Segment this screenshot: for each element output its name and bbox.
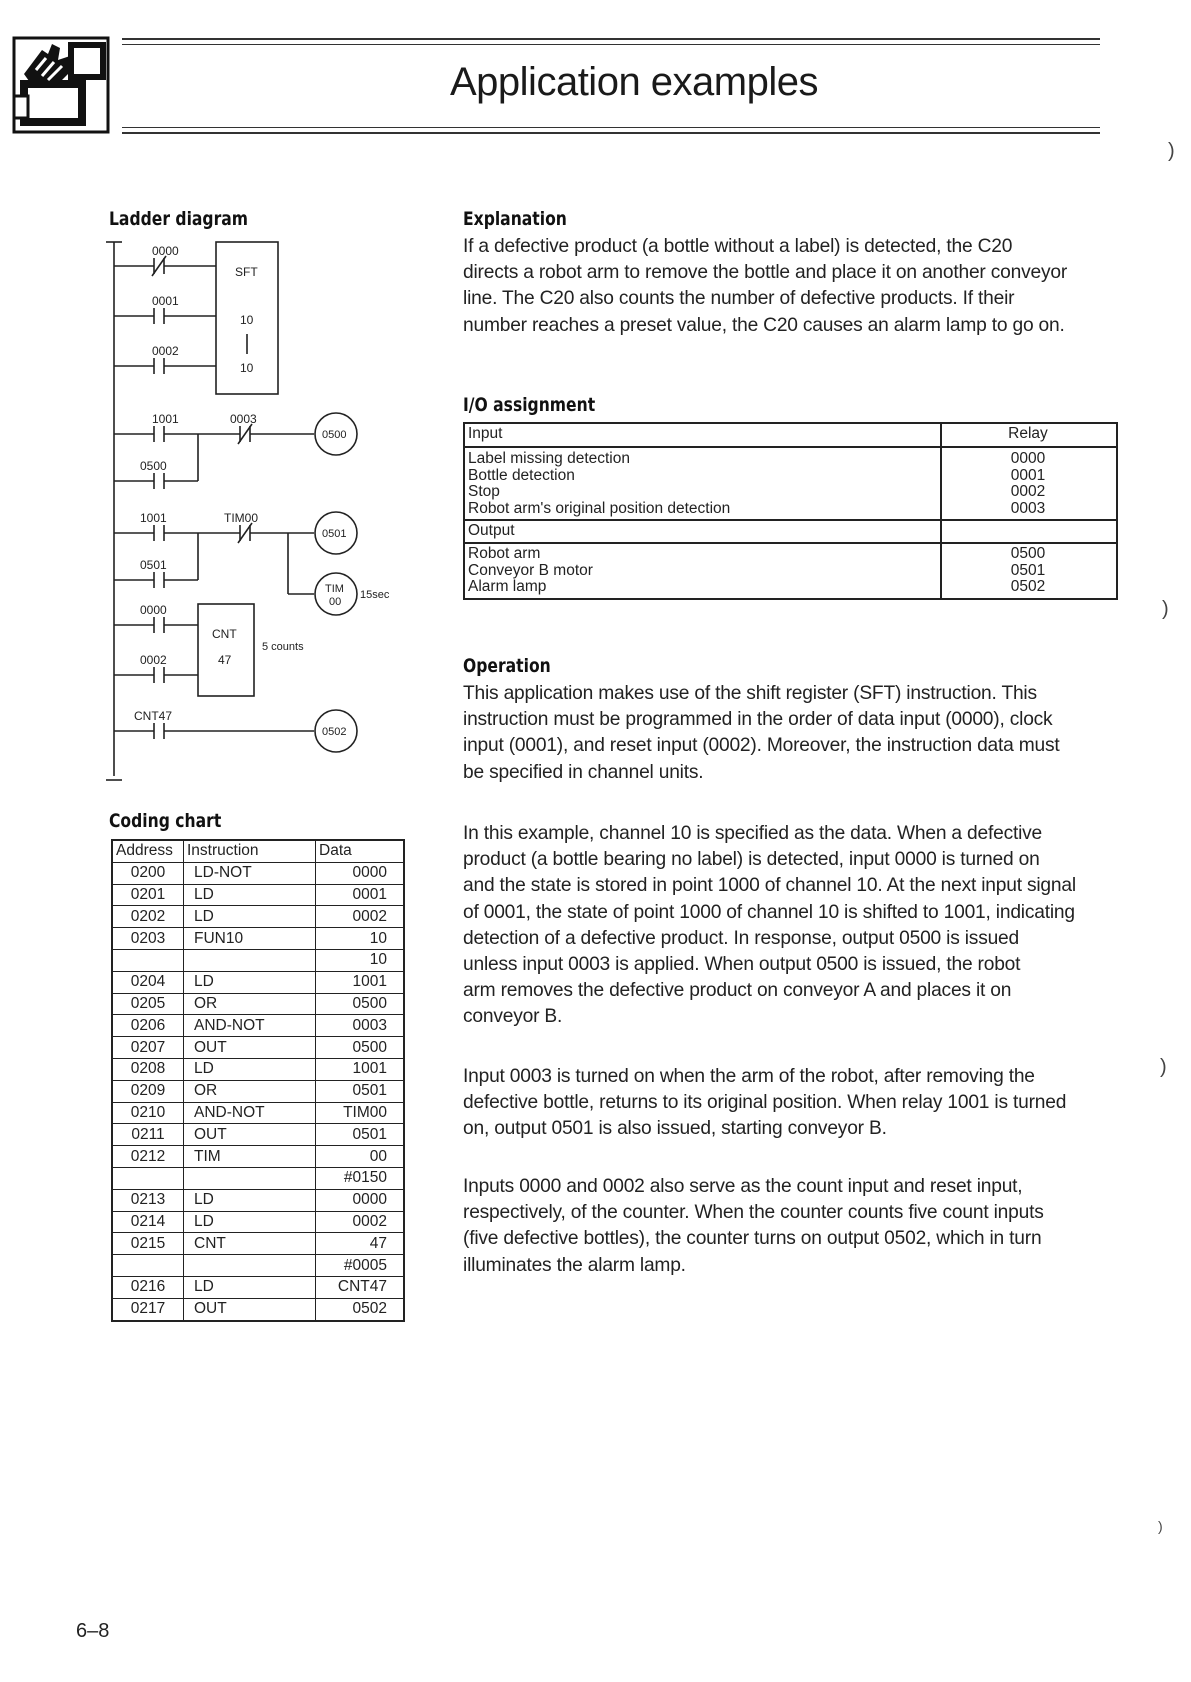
- input-relay-list: [940, 451, 1116, 517]
- table-row: [112, 884, 404, 906]
- contact-label: CNT47: [134, 709, 173, 723]
- address-cell: 0200: [112, 862, 184, 884]
- text-line: of 0001, the state of point 1000 of channel 10 is shifted to 1001, indicating: [463, 901, 1075, 923]
- text-line: If a defective product (a bottle without a label) is detected, the C20: [463, 236, 1013, 257]
- contact-label: TIM00: [224, 511, 259, 525]
- hand-pressing-switch-icon: [12, 36, 112, 136]
- coil-label: 0502: [322, 726, 347, 738]
- address-cell: 0211: [112, 1124, 184, 1146]
- instruction-cell: TIM: [184, 1146, 316, 1168]
- ladder-diagram: [100, 236, 440, 796]
- table-row: [112, 1124, 404, 1146]
- operation-paragraph-1: [463, 681, 1060, 786]
- data-cell: #0150: [316, 1167, 405, 1189]
- data-cell: 0002: [316, 906, 405, 928]
- input-item: Robot arm's original position detection: [468, 499, 731, 517]
- text-line: Inputs 0000 and 0002 also serve as the count input and reset input,: [463, 1176, 1023, 1197]
- table-row: [112, 971, 404, 993]
- cnt-number: 47: [218, 653, 232, 667]
- address-cell: 0209: [112, 1080, 184, 1102]
- contact-label: 1001: [152, 412, 179, 426]
- instruction-cell: OR: [184, 1080, 316, 1102]
- data-cell: 0500: [316, 993, 405, 1015]
- instruction-cell: [184, 949, 316, 971]
- column-header: Relay: [1008, 425, 1048, 442]
- margin-mark: ): [1160, 1056, 1167, 1078]
- output-item: Robot arm: [468, 545, 541, 562]
- input-list: [468, 451, 730, 517]
- instruction-cell: [184, 1167, 316, 1189]
- address-cell: 0201: [112, 884, 184, 906]
- address-cell: 0215: [112, 1233, 184, 1255]
- table-row: [112, 1015, 404, 1037]
- table-header-row: [112, 840, 404, 862]
- address-cell: [112, 949, 184, 971]
- text-line: respectively, of the counter. When the counter counts five count inputs: [463, 1202, 1044, 1224]
- text-line: Input 0003 is turned on when the arm of the robot, after removing the: [463, 1066, 1035, 1087]
- timer-label: TIM: [325, 583, 344, 595]
- table-row: [112, 1080, 404, 1102]
- coding-chart-heading: Coding chart: [109, 810, 222, 832]
- text-line: (five defective bottles), the counter turns on output 0502, which in turn: [463, 1228, 1042, 1250]
- table-row: [112, 1233, 404, 1255]
- instruction-cell: AND-NOT: [184, 1015, 316, 1037]
- table-row: [112, 1102, 404, 1124]
- data-cell: 1001: [316, 1058, 405, 1080]
- contact-label: 0501: [140, 558, 167, 572]
- input-item: Stop: [468, 483, 500, 500]
- header-rule-bottom: [122, 132, 1100, 134]
- explanation-text: [463, 234, 1067, 339]
- relay-value: 0000: [1010, 450, 1046, 467]
- coding-chart-table: [111, 839, 405, 1322]
- data-cell: 0001: [316, 884, 405, 906]
- cnt-block: [198, 604, 254, 696]
- data-cell: #0005: [316, 1255, 405, 1277]
- instruction-cell: OUT: [184, 1037, 316, 1059]
- table-row: [112, 1298, 404, 1320]
- cnt-note: 5 counts: [262, 641, 304, 653]
- margin-mark: ): [1168, 140, 1175, 162]
- data-cell: 0000: [316, 1189, 405, 1211]
- address-cell: 0204: [112, 971, 184, 993]
- address-cell: 0207: [112, 1037, 184, 1059]
- timer-note: 15sec: [360, 589, 390, 601]
- contact-label: 0003: [230, 412, 257, 426]
- text-line: In this example, channel 10 is specified as the data. When a defective: [463, 823, 1043, 844]
- operation-paragraph-3: [463, 1064, 1066, 1143]
- text-line: This application makes use of the shift register (SFT) instruction. This: [463, 683, 1037, 704]
- address-cell: 0214: [112, 1211, 184, 1233]
- input-item: Bottle detection: [468, 466, 575, 484]
- contact-label: 0500: [140, 459, 167, 473]
- data-cell: 0002: [316, 1211, 405, 1233]
- data-cell: 0500: [316, 1037, 405, 1059]
- text-line: line. The C20 also counts the number of defective products. If their: [463, 288, 1015, 310]
- explanation-heading: Explanation: [463, 208, 567, 230]
- relay-value: 0501: [1010, 561, 1046, 579]
- data-cell: 47: [316, 1233, 405, 1255]
- data-cell: 0501: [316, 1080, 405, 1102]
- contact-label: 0000: [140, 603, 167, 617]
- address-cell: 0206: [112, 1015, 184, 1037]
- cnt-label: CNT: [212, 627, 237, 641]
- data-cell: 0502: [316, 1298, 405, 1320]
- instruction-cell: OUT: [184, 1124, 316, 1146]
- text-line: instruction must be programmed in the order of data input (0000), clock: [463, 709, 1053, 731]
- sft-end: 10: [240, 361, 254, 375]
- coding-chart-body: [112, 862, 404, 1320]
- text-line: on, output 0501 is also issued, starting conveyor B.: [463, 1118, 887, 1140]
- text-line: directs a robot arm to remove the bottle and place it on another conveyor: [463, 262, 1068, 284]
- address-cell: 0208: [112, 1058, 184, 1080]
- output-list: [468, 546, 593, 596]
- column-header: Data: [316, 840, 405, 862]
- table-row: [112, 1276, 404, 1298]
- relay-value: 0001: [1010, 466, 1046, 484]
- table-row: [112, 1167, 404, 1189]
- relay-value: 0002: [1010, 483, 1046, 500]
- address-cell: 0212: [112, 1146, 184, 1168]
- io-assignment-heading: I/O assignment: [463, 394, 596, 416]
- page-title: Application examples: [450, 60, 818, 104]
- data-cell: TIM00: [316, 1102, 405, 1124]
- contact-label: 0002: [140, 653, 167, 667]
- coil-label: 0500: [322, 429, 347, 441]
- relay-value: 0500: [1010, 545, 1046, 562]
- table-row: [112, 862, 404, 884]
- data-cell: 0501: [316, 1124, 405, 1146]
- text-line: arm removes the defective product on conveyor A and places it on: [463, 980, 1012, 1002]
- instruction-cell: LD: [184, 971, 316, 993]
- address-cell: 0202: [112, 906, 184, 928]
- instruction-cell: FUN10: [184, 928, 316, 950]
- text-line: be specified in channel units.: [463, 761, 704, 783]
- relay-value: 0502: [1010, 578, 1046, 595]
- table-row: [112, 949, 404, 971]
- margin-mark: ): [1162, 598, 1169, 620]
- table-row: [112, 1189, 404, 1211]
- instruction-cell: OR: [184, 993, 316, 1015]
- address-cell: 0217: [112, 1298, 184, 1320]
- instruction-cell: LD-NOT: [184, 862, 316, 884]
- text-line: illuminates the alarm lamp.: [463, 1254, 686, 1276]
- contact-label: 0002: [152, 344, 179, 358]
- text-line: product (a bottle bearing no label) is detected, input 0000 is turned on: [463, 849, 1040, 871]
- header-rule-bottom-thin: [122, 127, 1100, 128]
- table-row: [112, 1255, 404, 1277]
- page-number: 6–8: [76, 1620, 110, 1642]
- address-cell: 0210: [112, 1102, 184, 1124]
- contact-label: 0001: [152, 294, 179, 308]
- instruction-cell: CNT: [184, 1233, 316, 1255]
- coil-label: 0501: [322, 528, 347, 540]
- table-row: [112, 1037, 404, 1059]
- table-row: [112, 1058, 404, 1080]
- output-item: Conveyor B motor: [468, 561, 593, 579]
- instruction-cell: LD: [184, 1276, 316, 1298]
- operation-paragraph-4: [463, 1174, 1044, 1279]
- instruction-cell: AND-NOT: [184, 1102, 316, 1124]
- margin-mark: ): [1158, 1518, 1163, 1534]
- table-row: [112, 928, 404, 950]
- io-assignment-table: [463, 422, 1118, 600]
- address-cell: [112, 1167, 184, 1189]
- data-cell: 0003: [316, 1015, 405, 1037]
- text-line: conveyor B.: [463, 1006, 563, 1028]
- instruction-cell: [184, 1255, 316, 1277]
- section-label: Output: [468, 522, 515, 539]
- table-row: [112, 1211, 404, 1233]
- data-cell: 10: [316, 949, 405, 971]
- column-header: Input: [468, 425, 503, 442]
- instruction-cell: LD: [184, 1211, 316, 1233]
- address-cell: [112, 1255, 184, 1277]
- relay-value: 0003: [1010, 499, 1046, 517]
- table-row: [112, 993, 404, 1015]
- text-line: defective bottle, returns to its original position. When relay 1001 is turned: [463, 1092, 1067, 1114]
- address-cell: 0205: [112, 993, 184, 1015]
- column-header: Address: [112, 840, 184, 862]
- instruction-cell: OUT: [184, 1298, 316, 1320]
- text-line: input (0001), and reset input (0002). Moreover, the instruction data must: [463, 735, 1060, 757]
- text-line: number reaches a preset value, the C20 causes an alarm lamp to go on.: [463, 314, 1065, 336]
- header-rule-top-thin: [122, 44, 1100, 45]
- ladder-diagram-heading: Ladder diagram: [109, 208, 249, 230]
- data-cell: 0000: [316, 862, 405, 884]
- instruction-cell: LD: [184, 1058, 316, 1080]
- output-relay-list: [940, 546, 1116, 596]
- contact-label: 0000: [152, 244, 179, 258]
- address-cell: 0216: [112, 1276, 184, 1298]
- header-rule-top: [122, 38, 1100, 40]
- instruction-cell: LD: [184, 906, 316, 928]
- contact-label: 1001: [140, 511, 167, 525]
- operation-heading: Operation: [463, 655, 551, 677]
- text-line: unless input 0003 is applied. When output 0500 is issued, the robot: [463, 954, 1021, 976]
- address-cell: 0213: [112, 1189, 184, 1211]
- address-cell: 0203: [112, 928, 184, 950]
- sft-label: SFT: [235, 265, 258, 279]
- instruction-cell: LD: [184, 1189, 316, 1211]
- data-cell: 10: [316, 928, 405, 950]
- text-line: detection of a defective product. In response, output 0500 is issued: [463, 927, 1020, 949]
- table-row: [112, 906, 404, 928]
- instruction-cell: LD: [184, 884, 316, 906]
- text-line: and the state is stored in point 1000 of channel 10. At the next input signal: [463, 875, 1076, 897]
- data-cell: 00: [316, 1146, 405, 1168]
- operation-paragraph-2: [463, 821, 1076, 1031]
- data-cell: 1001: [316, 971, 405, 993]
- data-cell: CNT47: [316, 1276, 405, 1298]
- timer-number: 00: [329, 596, 342, 608]
- table-row: [112, 1146, 404, 1168]
- output-item: Alarm lamp: [468, 578, 547, 595]
- sft-start: 10: [240, 313, 254, 327]
- column-header: Instruction: [184, 840, 316, 862]
- input-item: Label missing detection: [468, 450, 630, 467]
